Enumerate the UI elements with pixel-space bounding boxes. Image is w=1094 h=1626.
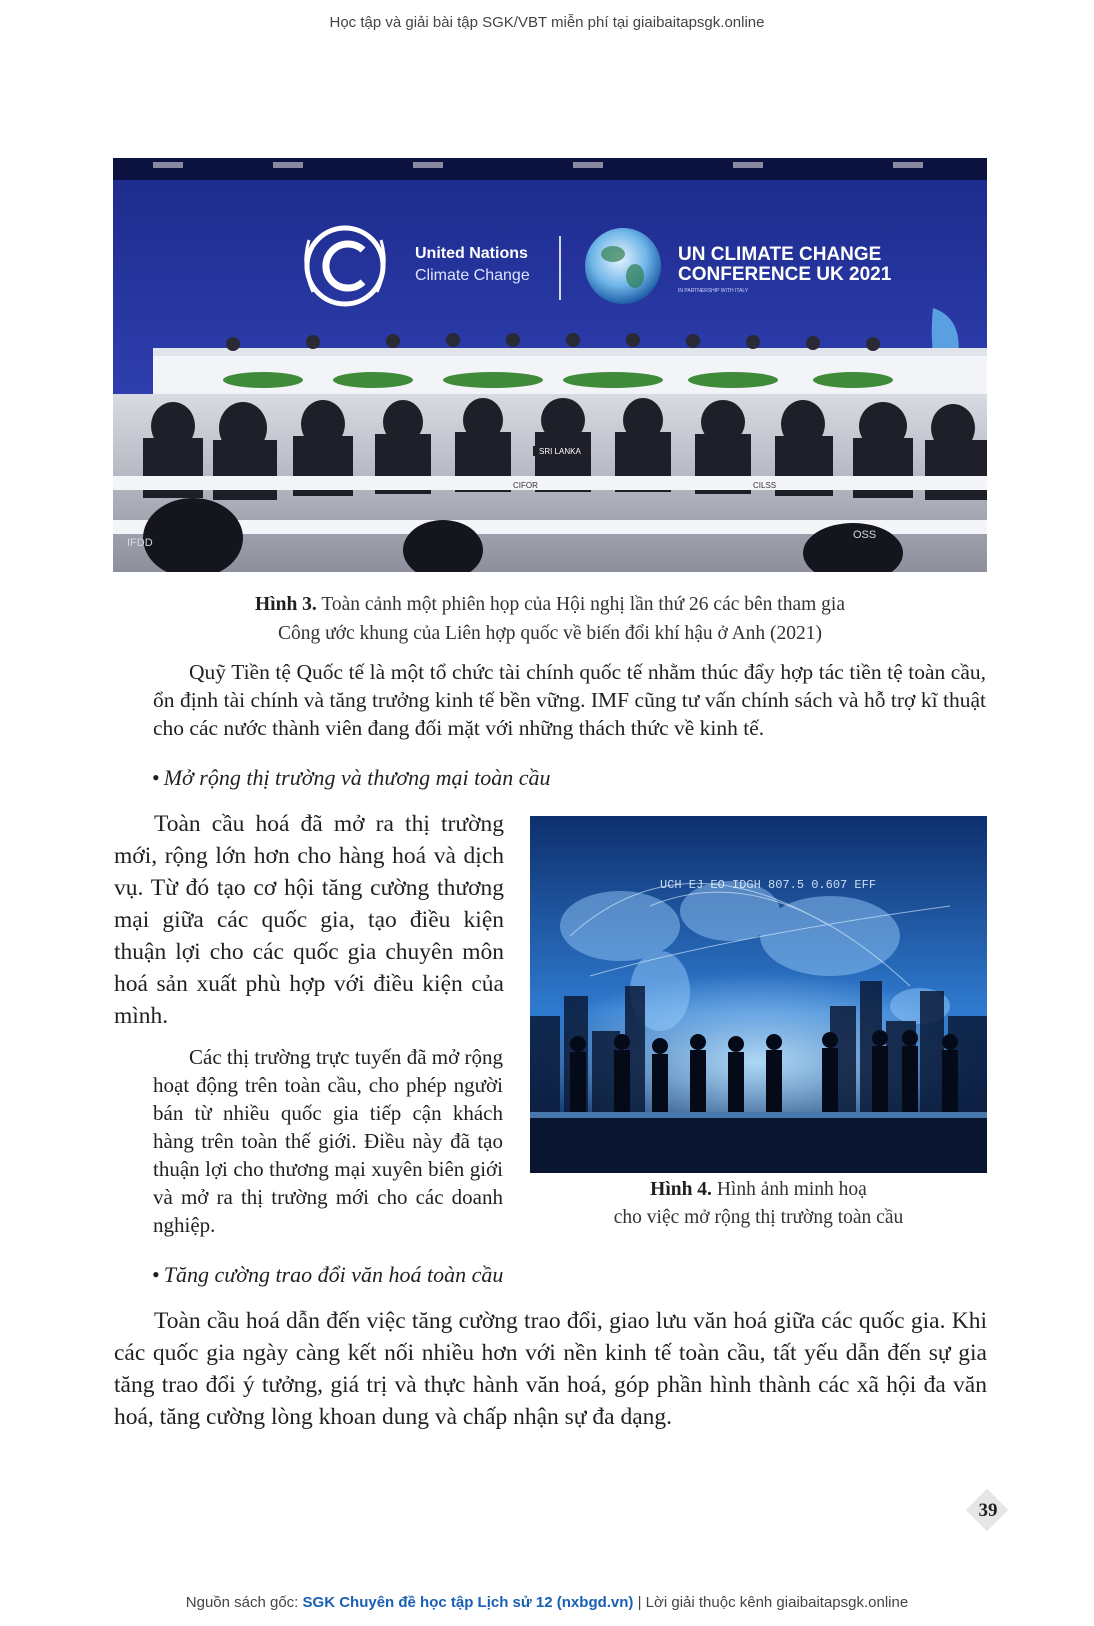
figure-3-photo bbox=[113, 158, 987, 572]
bullet-heading-culture: • Tăng cường trao đổi văn hoá toàn cầu bbox=[152, 1262, 504, 1287]
logo-text-1: United Nations bbox=[415, 245, 528, 262]
figure-3-caption bbox=[150, 590, 950, 648]
sign-sri-lanka: SRI LANKA bbox=[539, 447, 581, 456]
caption-line-2: cho việc mở rộng thị trường toàn cầu bbox=[613, 1207, 904, 1228]
caption-label: Hình 3. bbox=[255, 594, 317, 615]
caption-line-1: Toàn cảnh một phiên họp của Hội nghị lần thứ 26 các bên tham gia bbox=[321, 594, 845, 615]
paragraph-culture: Toàn cầu hoá dẫn đến việc tăng cường trao đổi, giao lưu văn hoá giữa các quốc gia. Khi các quốc gia ngày càng kết nối nhiều hơn với nền kinh tế toàn cầu, tất yếu dẫn đến sự gia tăng trao đổi ý tưởng, giá trị và thực hành văn hoá, góp phần hình thành các xã hội đa văn hoá, tăng cường lòng khoan dung và chấp nhận sự đa dạng. bbox=[114, 1308, 987, 1430]
figure-4-photo bbox=[530, 816, 987, 1173]
bullet-heading-market: • Mở rộng thị trường và thương mại toàn cầu bbox=[152, 765, 551, 790]
board-text: UCH EJ EO IDGH 807.5 0.607 EFF bbox=[660, 878, 877, 892]
conf-text-2: CONFERENCE UK 2021 bbox=[678, 264, 892, 285]
caption-label: Hình 4. bbox=[650, 1179, 712, 1200]
top-banner: Học tập và giải bài tập SGK/VBT miễn phí tại giaibaitapsgk.online bbox=[329, 14, 765, 31]
globe-icon bbox=[585, 228, 661, 304]
sign-cilss: CILSS bbox=[753, 481, 777, 490]
conf-text-3: IN PARTNERSHIP WITH ITALY bbox=[678, 288, 749, 294]
sign-cifor: CIFOR bbox=[513, 481, 538, 490]
footer: Nguồn sách gốc: SGK Chuyên đề học tập Lịch sử 12 (nxbgd.vn) | Lời giải thuộc kênh giaibaitapsgk.online bbox=[185, 1594, 909, 1611]
source-link[interactable]: SGK Chuyên đề học tập Lịch sử 12 (nxbgd.vn) bbox=[302, 1594, 634, 1611]
caption-line-1: Hình ảnh minh hoạ bbox=[716, 1179, 867, 1200]
paragraph-market: Toàn cầu hoá đã mở ra thị trường mới, rộng lớn hơn cho hàng hoá và dịch vụ. Từ đó tạo cơ hội tăng cường thương mại giữa các quốc gia, tạo điều kiện thuận lợi cho các quốc gia chuyên môn hoá sản xuất phù hợp với điều kiện của mình. bbox=[114, 811, 504, 1029]
caption-line-2: Công ước khung của Liên hợp quốc về biến đổi khí hậu ở Anh (2021) bbox=[277, 623, 823, 644]
conf-text-1: UN CLIMATE CHANGE bbox=[678, 244, 882, 265]
paragraph-imf: Quỹ Tiền tệ Quốc tế là một tổ chức tài chính quốc tế nhằm thúc đẩy hợp tác tiền tệ toàn cầu, ổn định tài chính và tăng trưởng kinh tế bền vững. IMF cũng tư vấn chính sách và hỗ trợ kĩ thuật cho các nước thành viên đang đối mặt với những thách thức về kinh tế. bbox=[153, 660, 986, 740]
sign-ifdd: IFDD bbox=[127, 537, 153, 549]
sign-oss: OSS bbox=[853, 529, 877, 541]
logo-text-2: Climate Change bbox=[415, 267, 530, 284]
figure-4-caption bbox=[530, 1176, 987, 1232]
paragraph-online: Các thị trường trực tuyến đã mở rộng hoạt động trên toàn cầu, cho phép người bán từ nhiều quốc gia tiếp cận khách hàng trên toàn thế giới. Điều này đã tạo thuận lợi cho thương mại xuyên biên giới và mở ra thị trường mới cho các doanh nghiệp. bbox=[153, 1045, 503, 1237]
page-number: 39 bbox=[967, 1490, 1009, 1532]
